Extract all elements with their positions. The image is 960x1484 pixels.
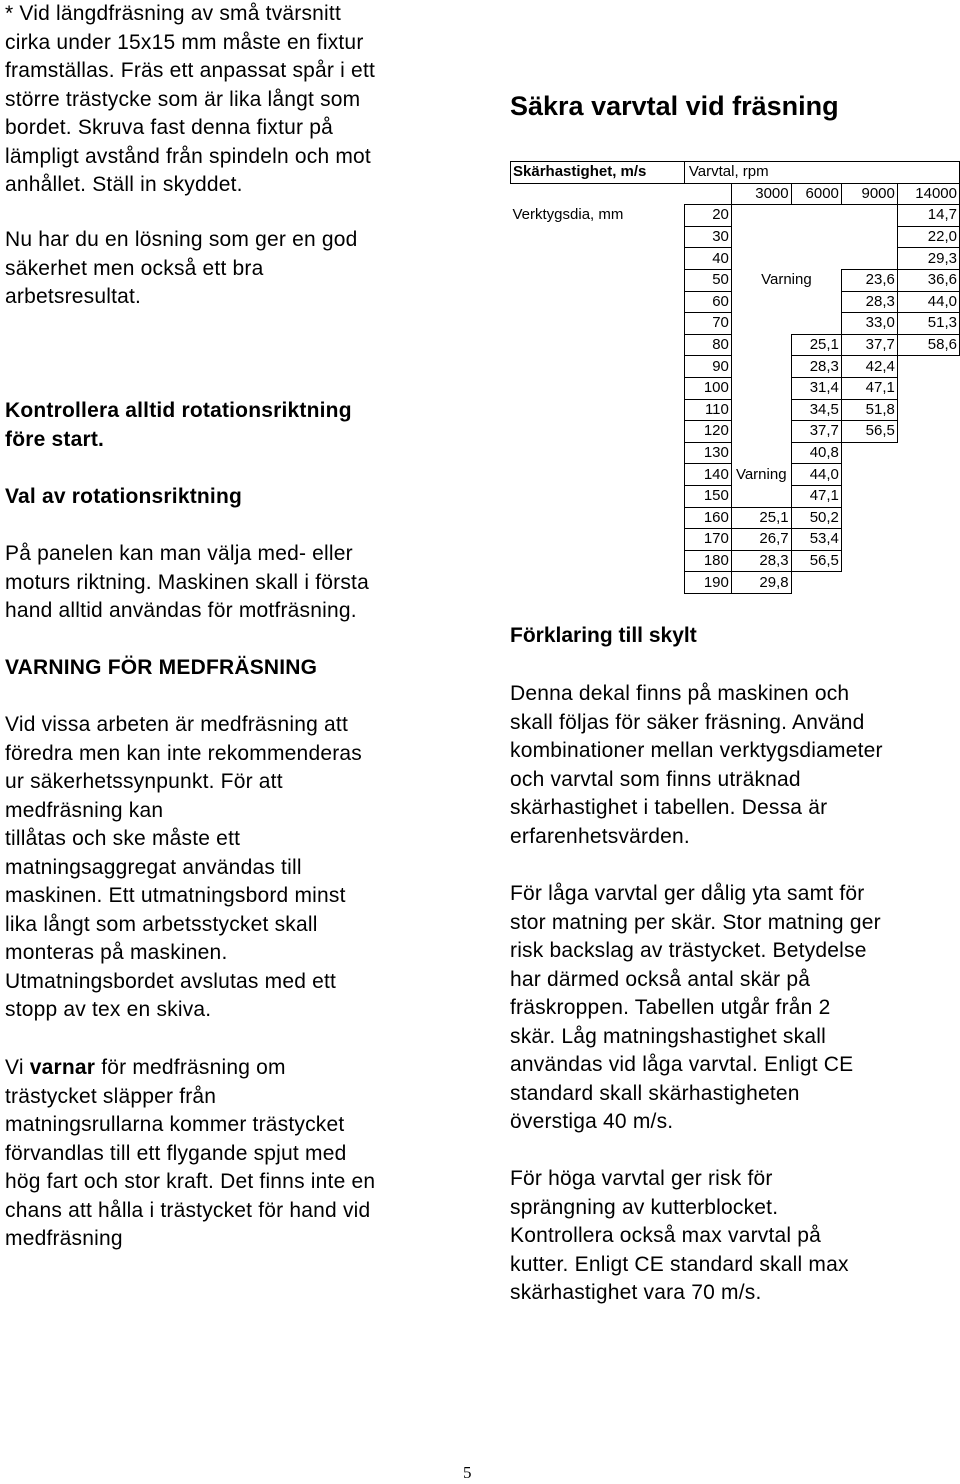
speed-value: 37,7 [791,421,841,443]
page-title: Säkra varvtal vid fräsning [510,91,839,121]
row-spacer [511,464,685,486]
rpm-value: 9000 [841,183,897,205]
empty-cell [731,356,791,378]
solution-paragraph: Nu har du en lösning som ger en god säkerhet men också ett bra arbetsresultat. [5,228,358,308]
empty-cell [897,572,959,594]
warning-label: Varning [761,271,812,289]
speed-value: 44,0 [791,464,841,486]
rpm-value: 14000 [897,183,959,205]
climb-milling-paragraph: Vid vissa arbeten är medfräsning att föredra men kan inte rekommenderas ur säkerhetssynpunkt. För att medfräsning kan tillåtas och ske måste ett matningsaggregat användas till maskinen. Ett utmatningsbord minst lika långt som arbetsstycket skall monteras på maskinen. Utmatningsbordet avslutas med ett stopp av tex en skiva. [5,713,362,1021]
empty-cell [791,226,841,248]
header-cutting-speed: Skärhastighet, m/s [511,162,685,184]
diameter-value: 160 [684,507,731,529]
empty-cell [791,572,841,594]
empty-cell [841,442,897,464]
speed-value: 53,4 [791,529,841,551]
diameter-label: Verktygsdia, mm [512,206,624,224]
table-row [511,248,960,270]
speed-value: 42,4 [841,356,897,378]
speed-value: 51,8 [841,399,897,421]
warning-post: för medfräsning om trästycket släpper från matningsrullarna kommer trästycket förvandlas till ett flygande spjut med hög fart och stor kraft. Det finns inte en chans att hålla i trästycket för hand vid medfräsning [5,1056,376,1250]
empty-cell [897,399,959,421]
speed-value: 29,3 [897,248,959,270]
table-row [511,464,960,486]
diameter-value: 180 [684,550,731,572]
explanation-paragraph-2: För låga varvtal ger dålig yta samt för stor matning per skär. Stor matning ger risk backslag av trästycket. Betydelse har därmed också antal skär på fräskroppen. Tabellen utgår från 2 skär. Låg matningshastighet skall användas vid låga varvtal. Enligt CE standard skall skärhastigheten överstiga 40 m/s. [510,882,881,1133]
empty-cell [731,205,791,227]
warning-emphasis: varnar [29,1056,96,1079]
table-row [511,550,960,572]
row-spacer [511,313,685,335]
cutting-speed-table [510,161,960,594]
speed-value: 56,5 [791,550,841,572]
empty-cell [791,291,841,313]
diameter-value: 70 [684,313,731,335]
row-spacer [511,399,685,421]
rpm-value: 6000 [791,183,841,205]
speed-value: 51,3 [897,313,959,335]
empty-cell [841,205,897,227]
speed-value: 56,5 [841,421,897,443]
speed-value: 31,4 [791,377,841,399]
empty-cell [731,226,791,248]
empty-cell [897,377,959,399]
row-spacer [511,507,685,529]
table-row [511,377,960,399]
page-number: 5 [463,1463,472,1482]
table-row [511,269,960,291]
speed-value: 36,6 [897,269,959,291]
empty-cell [731,485,791,507]
speed-value: 29,8 [731,572,791,594]
empty-cell [791,248,841,270]
empty-cell [791,205,841,227]
diameter-value: 130 [684,442,731,464]
empty-cell [731,399,791,421]
row-spacer [511,442,685,464]
cutting-speed-table-body [511,162,960,594]
empty-cell [791,313,841,335]
empty-cell [841,507,897,529]
rpm-value: 3000 [731,183,791,205]
row-spacer [511,529,685,551]
speed-value: 22,0 [897,226,959,248]
speed-value: 25,1 [791,334,841,356]
empty-cell [897,421,959,443]
empty-cell [841,572,897,594]
speed-value: 44,0 [897,291,959,313]
empty-cell [897,550,959,572]
speed-value: 37,7 [841,334,897,356]
speed-value: 23,6 [841,269,897,291]
warning-label: Varning [735,465,787,483]
diameter-value: 110 [684,399,731,421]
empty-cell [897,485,959,507]
empty-cell [841,550,897,572]
table-header-row [511,162,960,184]
diameter-value: 80 [684,334,731,356]
diameter-value: 20 [684,205,731,227]
explanation-paragraph-3: För höga varvtal ger risk för sprängning av kutterblocket. Kontrollera också max varvtal på kutter. Enligt CE standard skall max skärhastighet vara 70 m/s. [510,1167,849,1304]
table-row [511,334,960,356]
speed-value: 33,0 [841,313,897,335]
explanation-paragraph-1: Denna dekal finns på maskinen och skall följas för säker fräsning. Använd kombinationer mellan verktygsdiameter och varvtal som finns uträknad skärhastighet i tabellen. Dessa är erfarenhetsvärden. [510,682,883,848]
table-row [511,572,960,594]
diameter-value: 30 [684,226,731,248]
row-spacer [511,334,685,356]
table-row [511,442,960,464]
row-spacer [511,226,685,248]
speed-value: 14,7 [897,205,959,227]
empty-cell [731,334,791,356]
rotation-check-heading: Kontrollera alltid rotationsriktning före start. [5,399,352,451]
empty-cell [731,248,791,270]
table-row [511,421,960,443]
warning-heading: VARNING FÖR MEDFRÄSNING [5,656,318,679]
speed-value: 28,3 [841,291,897,313]
empty-cell [731,377,791,399]
empty-cell [841,529,897,551]
table-row [511,485,960,507]
empty-cell [841,226,897,248]
diameter-value: 150 [684,485,731,507]
table-row [511,291,960,313]
table-row [511,313,960,335]
table-row [511,529,960,551]
warning-pre: Vi [5,1056,30,1079]
row-spacer [511,377,685,399]
warning-paragraph [5,1054,375,1254]
empty-cell [731,313,791,335]
speed-value: 40,8 [791,442,841,464]
empty-cell [841,248,897,270]
empty-cell [897,529,959,551]
header-rpm: Varvtal, rpm [684,162,959,184]
diameter-value: 50 [684,269,731,291]
speed-value: 28,3 [731,550,791,572]
table-row [511,226,960,248]
fixture-paragraph: * Vid längdfräsning av små tvärsnitt cirka under 15x15 mm måste en fixtur framställas. Fräs ett anpassat spår i ett större trästycke som är lika långt som bordet. Skruva fast denna fixtur på lämpligt avstånd från spindeln och mot anhållet. Ställ in skyddet. [5,2,376,196]
table-row [511,399,960,421]
speed-value: 28,3 [791,356,841,378]
rpm-row-spacer [684,183,731,205]
empty-cell [731,421,791,443]
empty-cell [731,442,791,464]
rotation-choice-heading: Val av rotationsriktning [5,485,243,508]
speed-value: 34,5 [791,399,841,421]
empty-cell [731,291,791,313]
diameter-value: 40 [684,248,731,270]
speed-value: 50,2 [791,507,841,529]
speed-value: 25,1 [731,507,791,529]
speed-value: 58,6 [897,334,959,356]
row-spacer [511,572,685,594]
diameter-value: 170 [684,529,731,551]
diameter-value: 120 [684,421,731,443]
table-row [511,507,960,529]
empty-cell [897,507,959,529]
row-spacer [511,248,685,270]
row-spacer [511,485,685,507]
rpm-row [511,183,960,205]
empty-cell [897,442,959,464]
row-spacer [511,291,685,313]
speed-value: 26,7 [731,529,791,551]
speed-value: 47,1 [791,485,841,507]
row-spacer [511,421,685,443]
diameter-value: 140 [684,464,731,486]
speed-value: 47,1 [841,377,897,399]
table-row [511,205,960,227]
rotation-paragraph: På panelen kan man välja med- eller moturs riktning. Maskinen skall i första hand alltid användas för motfräsning. [5,542,369,622]
row-spacer [511,356,685,378]
diameter-value: 190 [684,572,731,594]
empty-cell [841,485,897,507]
row-spacer [511,269,685,291]
row-spacer [511,550,685,572]
diameter-value: 90 [684,356,731,378]
explanation-heading: Förklaring till skylt [510,624,697,647]
diameter-value: 100 [684,377,731,399]
diameter-value: 60 [684,291,731,313]
rpm-row-spacer [511,183,685,205]
empty-cell [897,356,959,378]
table-row [511,356,960,378]
